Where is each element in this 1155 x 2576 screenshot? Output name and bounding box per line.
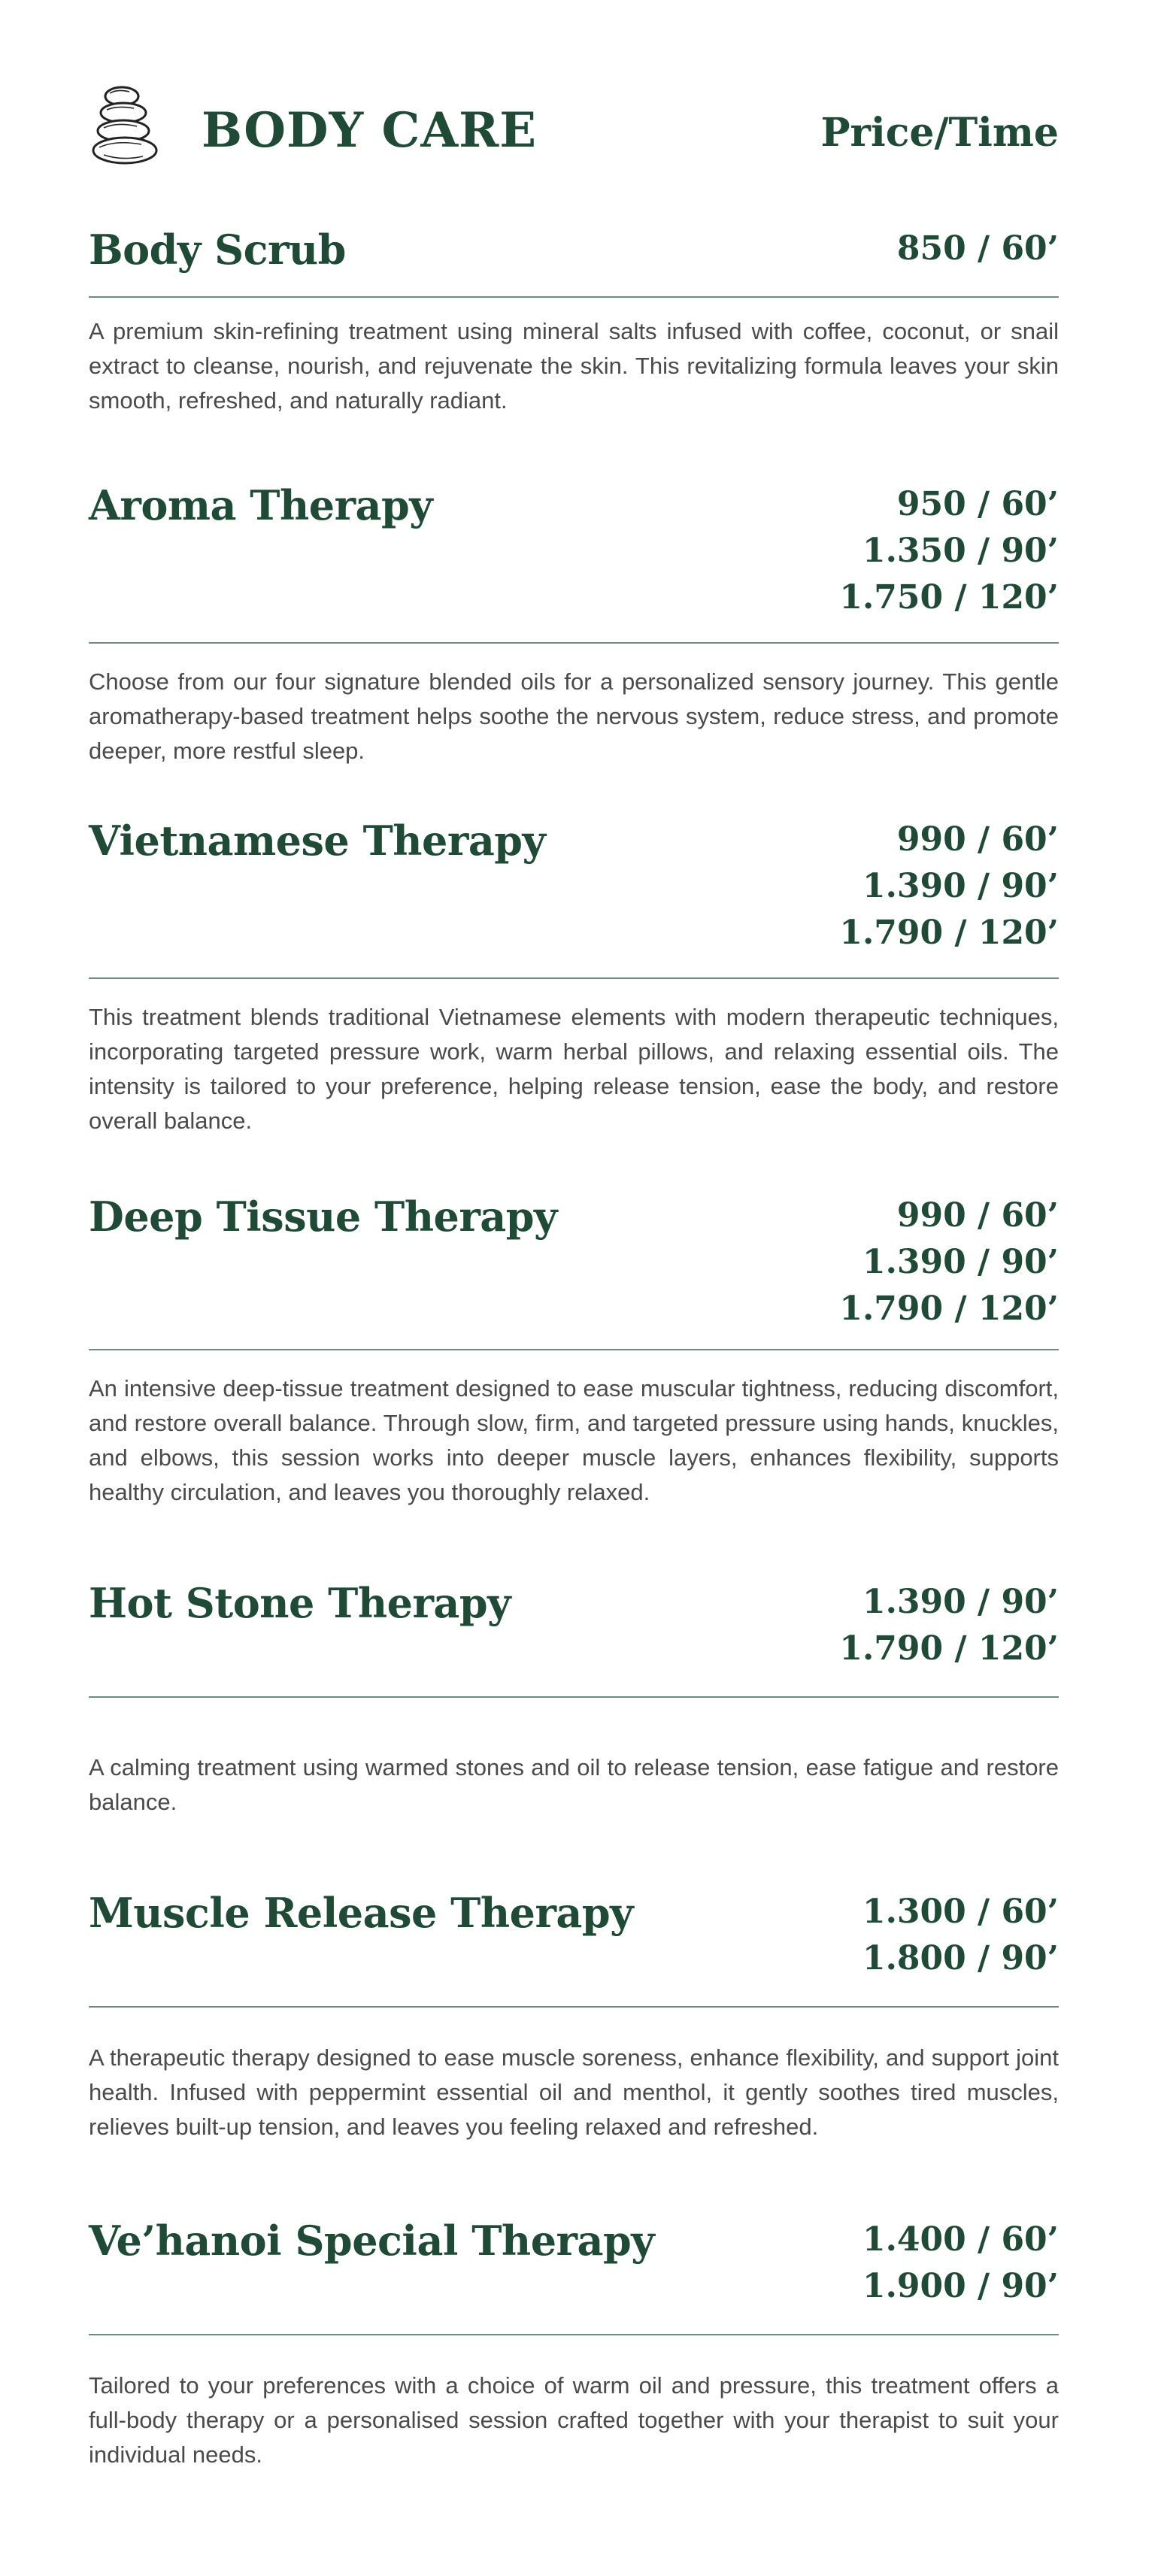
service-name: Deep Tissue Therapy: [89, 1193, 557, 1241]
page-title: BODY CARE: [202, 102, 538, 159]
price-line: 1.790 / 120’: [839, 1629, 1059, 1668]
stacked-stones-icon: [89, 84, 161, 165]
service-description: A calming treatment using warmed stones and oil to release tension, ease fatigue and restore balance.: [89, 1754, 1059, 1815]
service-description: Choose from our four signature blended oils for a personalized sensory journey. This gentle aromatherapy-based treatment helps soothe the nervous system, reduce stress, and promote deeper, more restful sleep.: [89, 668, 1059, 764]
service-name: Ve’hanoi Special Therapy: [89, 2217, 655, 2265]
service-prices: [839, 1193, 1059, 1332]
price-line: 1.390 / 90’: [862, 1243, 1059, 1281]
page-header: [89, 84, 1059, 167]
divider: [89, 977, 1059, 979]
price-line: 1.390 / 90’: [862, 1583, 1059, 1621]
price-line: 1.790 / 120’: [839, 1290, 1059, 1328]
service-prices: [862, 1889, 1059, 1982]
divider: [89, 2334, 1059, 2335]
price-line: 1.300 / 60’: [862, 1893, 1059, 1931]
divider: [89, 642, 1059, 644]
price-line: 1.400 / 60’: [862, 2220, 1059, 2259]
price-line: 990 / 60’: [896, 820, 1059, 859]
price-line: 1.350 / 90’: [862, 532, 1059, 570]
service-prices: [839, 1579, 1059, 1672]
service-name: Body Scrub: [89, 226, 346, 274]
service-description: This treatment blends traditional Vietnamese elements with modern therapeutic techniques, incorporating targeted pressure work, warm herbal pillows, and relaxing essential oils. The intensity is tailored to your preference, helping release tension, ease the body, and restore overall balance.: [89, 1004, 1059, 1134]
price-line: 1.750 / 120’: [839, 578, 1059, 617]
service-description: A premium skin-refining treatment using mineral salts infused with coffee, coconut, or snail extract to cleanse, nourish, and rejuvenate the skin. This revitalizing formula leaves your skin smooth, refreshed, and naturally radiant.: [89, 318, 1059, 414]
price-line: 1.790 / 120’: [839, 914, 1059, 952]
price-line: 990 / 60’: [896, 1196, 1059, 1235]
service-description: An intensive deep-tissue treatment designed to ease muscular tightness, reducing discomfort, and restore overall balance. Through slow, firm, and targeted pressure using hands, knuckles, and elbows, this session works into deeper muscle layers, enhances flexibility, supports healthy circulation, and leaves you thoroughly relaxed.: [89, 1375, 1059, 1505]
service-prices: [897, 226, 1059, 272]
service-name: Hot Stone Therapy: [89, 1579, 511, 1627]
service-prices: [839, 481, 1059, 621]
divider: [89, 2006, 1059, 2008]
price-line: 850 / 60’: [896, 229, 1059, 268]
divider: [89, 1349, 1059, 1350]
price-line: 950 / 60’: [896, 485, 1059, 523]
service-prices: [839, 817, 1059, 956]
divider: [89, 1696, 1059, 1698]
service-name: Muscle Release Therapy: [89, 1889, 634, 1937]
service-name: Vietnamese Therapy: [89, 817, 546, 865]
service-prices: [862, 2217, 1059, 2310]
service-name: Aroma Therapy: [89, 481, 433, 529]
service-description: A therapeutic therapy designed to ease muscle soreness, enhance flexibility, and support joint health. Infused with peppermint essential oil and menthol, it gently soothes tired muscles, relieves built-up tension, and leaves you feeling relaxed and refreshed.: [89, 2044, 1059, 2140]
price-time-label: Price/Time: [820, 110, 1059, 156]
service-description: Tailored to your preferences with a choice of warm oil and pressure, this treatment offers a full-body therapy or a personalised session crafted together with your therapist to suit your individual needs.: [89, 2372, 1059, 2468]
price-line: 1.800 / 90’: [862, 1939, 1059, 1977]
price-line: 1.900 / 90’: [862, 2267, 1059, 2305]
divider: [89, 296, 1059, 298]
price-line: 1.390 / 90’: [862, 867, 1059, 905]
